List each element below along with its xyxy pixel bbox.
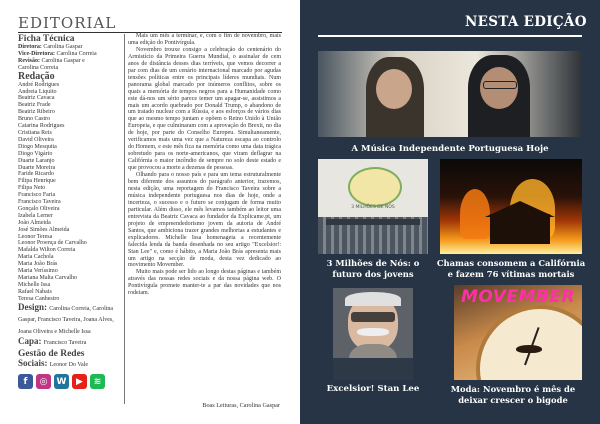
nesta-edicao-title: NESTA EDIÇÃO xyxy=(465,14,587,30)
redacao-name: Rafael Nabais xyxy=(18,288,52,295)
sociais-credit xyxy=(18,359,122,371)
column-divider xyxy=(124,34,125,404)
redacao-name: Cristiana Reis xyxy=(18,129,52,136)
redacao-name: Maria Veríssimo xyxy=(18,268,58,275)
redacao-name: Catarina Rodrigues xyxy=(18,123,65,130)
music-article-caption[interactable]: A Música Independente Portuguesa Hoje xyxy=(351,144,549,154)
redacao-name: Francisco Taveira xyxy=(18,199,61,206)
redacao-name: Diogo Vigário xyxy=(18,150,53,157)
ficha-line xyxy=(18,58,122,65)
redacao-name: Teresa Canhestro xyxy=(18,295,60,302)
design-names: Carolina Correia, Carolina Gaspar, Francisco Taveira, Joana Alves, Joana Oliveira e Michelle Issa xyxy=(18,305,114,335)
ficha-role: Diretora: xyxy=(18,44,44,50)
event-logo xyxy=(348,167,402,207)
credits-column xyxy=(18,34,122,389)
redacao-name: Andreia Liquito xyxy=(18,88,57,95)
capa-credit xyxy=(18,337,122,349)
editorial-body xyxy=(128,33,281,297)
redacao-name: Duarte Moreira xyxy=(18,164,56,171)
youth-article-image[interactable] xyxy=(318,159,428,254)
musician-left-face xyxy=(376,69,412,109)
redacao-name: Filipa Henrique xyxy=(18,178,56,185)
redacao-heading: Redação xyxy=(18,70,55,82)
moustache-shape xyxy=(357,328,389,336)
ficha-name: Carolina Gaspar xyxy=(43,44,83,50)
editorial-paragraph: Muito mais pode ser lido ao longo destas páginas e também através das nossas redes sociais e da nossa página web. O Pontivírgula promete manter-te a par das novidades que nos rodeiam. xyxy=(128,269,281,297)
ficha-list xyxy=(18,44,122,72)
redacao-name: Leonor Teresa xyxy=(18,233,53,240)
ficha-line xyxy=(18,44,122,51)
design-heading: Design: xyxy=(18,301,47,312)
editorial-title: EDITORIAL xyxy=(18,14,117,32)
editorial-paragraph: Novembro trouxe consigo a celebração do centenário do Armistício da Primeira Guerra Mundial, o assinalar de cem anos de distância desses dias terríveis, que vemos decorrer a par com dias de um cenário internacional marcado por agudas tensões políticas entre os principais líderes mundiais. Num panorama global marcado por inúmeros conflitos, sobre os quais a memória de tempos negros para a Humanidade como este dá-nos um sério parece temer um apagar-se, assistimos a mais um acordo quebrado por Donald Trump, o abandono de um tratado nuclear com a Rússia, e aos esforços de vários dias que ao mesmo tempo juntam e opõem o Reino Unido à União Europeia, e que culminaram com a aprovação do Brexit, no dia de hoje, por parte do Conselho Europeu. Simultaneamente, verificamos mais uma vez que a Natureza escapa ao controlo do Homem, e este mês fica na memória como uma data trágica sobretudo para os norte-americanos, que viram deflagrar na Califórnia o maior incêndio de sempre no solo deste estado e que provocou a morte a dezenas de pessoas. xyxy=(128,46,281,172)
stanlee-jacket xyxy=(333,358,413,380)
sociais-heading: Sociais: xyxy=(18,357,48,368)
redacao-name: Maria Cachola xyxy=(18,254,54,261)
movember-banner: MOVEMBER xyxy=(460,287,576,307)
redacao-name: José Simões Almeida xyxy=(18,226,70,233)
ficha-name: Carolina Correia xyxy=(18,64,59,71)
redacao-name: Michelle Issa xyxy=(18,281,51,288)
social-icons xyxy=(18,374,122,389)
burning-house xyxy=(490,214,550,244)
fire-article-caption[interactable]: Chamas consomem a Califórnia e fazem 76 vítimas mortais xyxy=(436,258,586,279)
redacao-name: Mariana Malta Carvalho xyxy=(18,275,77,281)
ficha-name: Carolina Gaspar e xyxy=(41,57,85,64)
redacao-name: Beatriz Frade xyxy=(18,102,51,109)
capa-names: Francisco Taveira xyxy=(43,340,87,347)
redacao-list xyxy=(18,82,122,303)
ficha-name: Carolina Correia xyxy=(56,50,97,57)
redacao-name: Maria João Brás xyxy=(18,261,58,268)
redacao-name: Beatriz Cavaca xyxy=(18,95,55,102)
redacao-name: Filipa Neto xyxy=(18,185,46,192)
ficha-line xyxy=(18,51,122,58)
redacao-name: Francisco Faria xyxy=(18,192,56,199)
redacao-name: Beatriz Ribeiro xyxy=(18,109,55,116)
wordpress-icon[interactable]: W xyxy=(54,374,69,389)
redacao-name: André Rodrigues xyxy=(18,81,60,88)
redacao-name: João Almeida xyxy=(18,219,51,226)
movember-article-caption[interactable]: Moda: Novembro é mês de deixar crescer o bigode xyxy=(450,384,576,405)
clock-face xyxy=(476,305,582,380)
redacao-name: Gonçalo Oliveira xyxy=(18,205,60,212)
redacao-name: David Oliveira xyxy=(18,136,54,143)
moustache-shape xyxy=(516,345,542,353)
redacao-name: Leonor Proença de Carvalho xyxy=(18,240,87,247)
house-roof xyxy=(485,201,555,217)
movember-article-image[interactable] xyxy=(454,285,582,380)
design-credit xyxy=(18,303,122,338)
redacao-name: Izabela Lerner xyxy=(18,212,53,219)
capa-heading: Capa: xyxy=(18,336,42,347)
redacao-name: Diogo Mesquita xyxy=(18,143,57,150)
redacao-name: Faride Ricardo xyxy=(18,171,54,178)
ficha-role: Vice-Diretora: xyxy=(18,50,57,57)
facebook-icon[interactable]: f xyxy=(18,374,33,389)
signature: Boas Leituras, Carolina Gaspar xyxy=(202,402,280,409)
youtube-icon[interactable]: ▶ xyxy=(72,374,87,389)
ficha-heading: Ficha Técnica xyxy=(18,34,75,44)
stanlee-article-caption[interactable]: Excelsior! Stan Lee xyxy=(326,384,420,394)
editorial-paragraph: Mais um mês a terminar, e, com o fim de novembro, mais uma edição do Pontivírgula. xyxy=(128,33,281,46)
glasses-shape xyxy=(483,81,517,89)
fire-article-image[interactable] xyxy=(440,159,582,254)
nesta-edicao-divider xyxy=(318,35,582,37)
sociais-names: Leonor Do Vale xyxy=(49,361,88,368)
gestao-heading: Gestão de Redes xyxy=(18,348,85,359)
ficha-role: Revisão: xyxy=(18,57,42,64)
youth-article-caption[interactable]: 3 Milhões de Nós: o futuro dos jovens xyxy=(326,258,420,279)
redacao-name: Bruno Castro xyxy=(18,116,51,123)
redacao-name: Duarte Laranjo xyxy=(18,157,55,164)
redacao-name: Mafalda Wilton Correia xyxy=(18,247,76,254)
instagram-icon[interactable]: ◎ xyxy=(36,374,51,389)
stanlee-hair xyxy=(345,292,401,306)
music-article-image[interactable] xyxy=(318,51,582,137)
editorial-paragraph: Olhando para o nosso país e para um tema estruturalmente bem diferente dos assuntos do parágrafo anterior, trazemos, nesta edição, uma reportagem do Francisco Taveira sobre a música independente portuguesa nos dias de hoje, onde a incerteza, o sucesso e o futuro se conjugam de forma muito particular. Além disso, ele mês levamos também ao leitor uma entrevista da Beatriz Cavaca ao fundador da Explicame.pt, um projeto de empreendedorismo jovem da autoria de André Santos, que ambiciona trazer grandes melhorias a estudantes e explicadores. Michelle Issa homenageia a recentemente falecida lenda da banda desenhada no seu artigo "Excelsior!: Stan Lee" e, como é hábito, a Maria João Brás apresenta mais um artigo na secção de moda, desta vez dedicado ao movimento Movember. xyxy=(128,172,281,269)
spotify-icon[interactable]: ≋ xyxy=(90,374,105,389)
stanlee-article-image[interactable] xyxy=(333,288,413,380)
stage-panel xyxy=(326,219,420,225)
event-logo-text: 3 MILHÕES DE NÓS xyxy=(351,205,395,210)
sunglasses-shape xyxy=(351,312,395,322)
